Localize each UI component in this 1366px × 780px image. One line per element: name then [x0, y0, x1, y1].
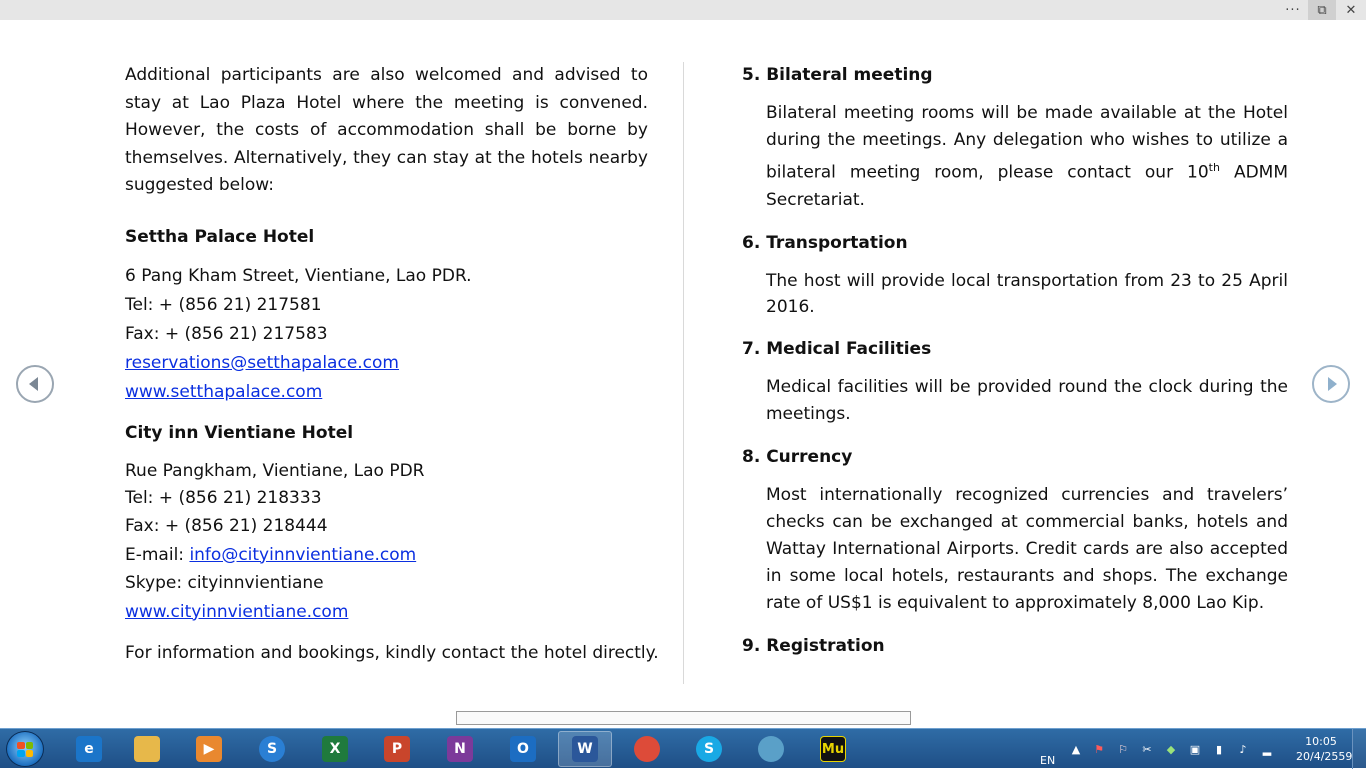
volume-icon[interactable]: ♪ — [1239, 742, 1247, 756]
section-title: 8. Currency — [742, 446, 853, 467]
hotel-email-link[interactable]: reservations@setthapalace.com — [125, 352, 399, 373]
close-button[interactable] — [1337, 0, 1365, 20]
section-currency — [742, 444, 1288, 617]
system-clock[interactable] — [1296, 734, 1353, 764]
outlook-icon: O — [510, 736, 536, 762]
previous-page-button[interactable] — [16, 365, 54, 403]
right-column — [742, 62, 1288, 675]
security-alert-icon[interactable]: ⚑ — [1094, 742, 1104, 756]
horizontal-scrollbar[interactable] — [456, 711, 911, 725]
section-title: 9. Registration — [742, 635, 885, 656]
show-hidden-icons-icon[interactable]: ▲ — [1071, 742, 1081, 756]
section-bilateral-meeting — [742, 62, 1288, 214]
file-explorer-icon — [134, 736, 160, 762]
section-transportation — [742, 230, 1288, 320]
chrome-icon — [634, 736, 660, 762]
excel-icon: X — [322, 736, 348, 762]
restore-icon: ⧉ — [1317, 2, 1327, 18]
word-icon: W — [572, 736, 598, 762]
skype-icon: S — [696, 736, 722, 762]
hotel-skype: Skype: cityinnvientiane — [125, 573, 324, 593]
taskbar-app-muse[interactable] — [806, 731, 860, 767]
powerpoint-icon: P — [384, 736, 410, 762]
hotel-email-link[interactable]: info@cityinnvientiane.com — [189, 544, 417, 565]
taskbar — [0, 728, 1366, 768]
hotel-address: Rue Pangkham, Vientiane, Lao PDR — [125, 460, 425, 481]
more-options-button[interactable] — [1279, 0, 1307, 20]
taskbar-app-onenote[interactable] — [433, 731, 487, 767]
ellipsis-icon: ··· — [1285, 2, 1301, 18]
section-title: 6. Transportation — [742, 232, 908, 253]
arrow-right-icon — [1328, 377, 1337, 391]
language-indicator[interactable]: EN — [1040, 753, 1056, 767]
taskbar-app-word[interactable] — [558, 731, 612, 767]
hotel-tel: Tel: + (856 21) 217581 — [125, 294, 322, 315]
sync-icon[interactable]: ◆ — [1166, 742, 1176, 756]
signal-icon[interactable]: ▂ — [1262, 742, 1272, 756]
hotel-website-link[interactable]: www.cityinnvientiane.com — [125, 601, 349, 622]
section-title: 7. Medical Facilities — [742, 338, 932, 359]
taskbar-app-powerpoint[interactable] — [370, 731, 424, 767]
hotel-address: 6 Pang Kham Street, Vientiane, Lao PDR. — [125, 265, 472, 286]
show-desktop-button[interactable] — [1352, 729, 1366, 769]
taskbar-app-internet-explorer[interactable] — [62, 731, 116, 767]
taskbar-app-browser-globe[interactable] — [245, 731, 299, 767]
taskbar-app-outlook[interactable] — [496, 731, 550, 767]
left-column — [125, 62, 659, 666]
start-button[interactable] — [6, 731, 44, 767]
hotel-title-cityinn: City inn Vientiane Hotel — [125, 422, 354, 443]
network-users-icon — [758, 736, 784, 762]
hotel-fax: Fax: + (856 21) 217583 — [125, 323, 328, 344]
hotel-website-link[interactable]: www.setthapalace.com — [125, 381, 323, 402]
tools-icon[interactable]: ✂ — [1142, 742, 1152, 756]
superscript: th — [1208, 161, 1220, 174]
section-body-text: Bilateral meeting rooms will be made available at the Hotel during the meetings. Any delegation who wishes to utilize a bilateral meeting room, please contact our 10 — [766, 103, 1288, 183]
taskbar-app-network-users[interactable] — [744, 731, 798, 767]
section-registration — [742, 633, 1288, 659]
taskbar-app-skype[interactable] — [682, 731, 736, 767]
section-body-text: ADMM Secretariat. — [766, 162, 1288, 210]
onenote-icon: N — [447, 736, 473, 762]
section-body: Most internationally recognized currencies and travelers’ checks can be exchanged at commercial banks, hotels and Wattay International Airports. Credit cards are also accepted in some local hotels, restaurants and shops. The exchange rate of US$1 is equivalent to approximately 8,000 Lao Kip. — [766, 484, 1288, 613]
section-body: The host will provide local transportation from 23 to 25 April 2016. — [766, 270, 1288, 317]
internet-explorer-icon: e — [76, 736, 102, 762]
closing-note: For information and bookings, kindly contact the hotel directly. — [125, 643, 659, 663]
muse-icon: Mu — [820, 736, 846, 762]
section-body: Medical facilities will be provided round the clock during the meetings. — [766, 376, 1288, 424]
section-medical-facilities — [742, 336, 1288, 428]
hotel-details-settha — [125, 262, 648, 407]
windows-logo-icon — [17, 742, 33, 757]
next-page-button[interactable] — [1312, 365, 1350, 403]
battery-icon[interactable]: ▮ — [1215, 742, 1223, 756]
hotel-details-cityinn — [125, 458, 648, 627]
document-view[interactable] — [0, 20, 1366, 710]
email-label: E-mail: — [125, 544, 190, 565]
clock-date: 20/4/2559 — [1296, 750, 1353, 763]
section-body — [742, 100, 1288, 214]
hotel-title-settha: Settha Palace Hotel — [125, 226, 315, 247]
display-icon[interactable]: ▣ — [1189, 742, 1201, 756]
taskbar-app-chrome[interactable] — [620, 731, 674, 767]
media-player-icon: ▶ — [196, 736, 222, 762]
hotel-fax: Fax: + (856 21) 218444 — [125, 516, 328, 536]
close-icon: ✕ — [1345, 2, 1357, 18]
taskbar-app-media-player[interactable] — [182, 731, 236, 767]
taskbar-app-file-explorer[interactable] — [120, 731, 174, 767]
arrow-left-icon — [29, 377, 38, 391]
taskbar-app-excel[interactable] — [308, 731, 362, 767]
restore-button[interactable] — [1308, 0, 1336, 20]
browser-globe-icon: S — [259, 736, 285, 762]
column-divider — [683, 62, 684, 684]
flag-icon[interactable]: ⚐ — [1118, 742, 1128, 756]
hotel-tel: Tel: + (856 21) 218333 — [125, 487, 322, 508]
clock-time: 10:05 — [1305, 735, 1337, 748]
window-title-bar — [0, 0, 1366, 20]
section-title: 5. Bilateral meeting — [742, 65, 933, 85]
intro-paragraph: Additional participants are also welcomed and advised to stay at Lao Plaza Hotel where the meeting is convened. However, the costs of accommodation shall be borne by themselves. Alternatively, they can stay at the hotels nearby suggested below: — [125, 65, 648, 195]
